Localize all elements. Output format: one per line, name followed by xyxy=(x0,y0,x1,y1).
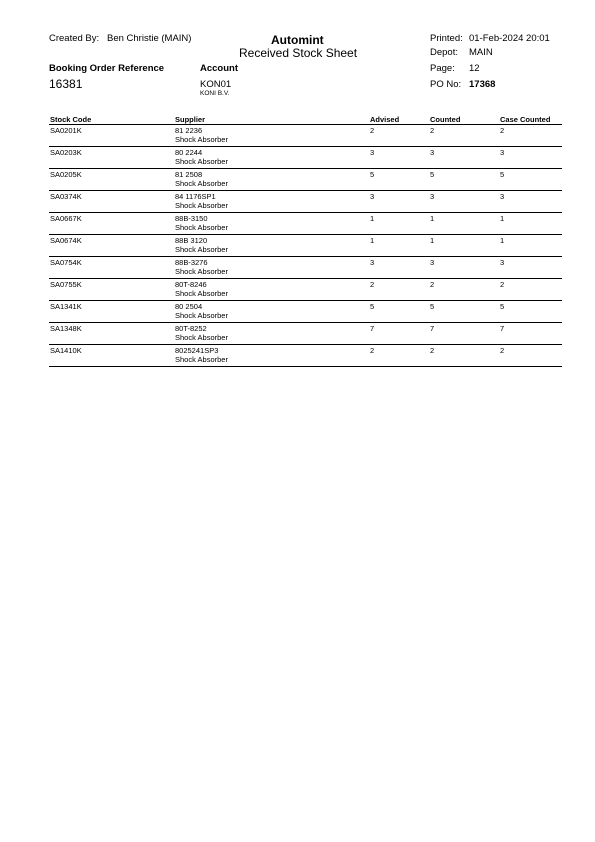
supplier-cell xyxy=(175,170,228,188)
table-row xyxy=(49,191,562,213)
stock-code: SA1341K xyxy=(50,302,82,311)
stock-code: SA0674K xyxy=(50,236,82,245)
stock-code: SA0203K xyxy=(50,148,82,157)
supplier-cell xyxy=(175,192,228,210)
supplier-cell xyxy=(175,148,228,166)
supplier-code: 80 2504 xyxy=(175,302,203,311)
supplier-cell xyxy=(175,236,228,254)
item-description: Shock Absorber xyxy=(175,245,228,254)
table-row xyxy=(49,323,562,345)
stock-table xyxy=(49,115,562,367)
po-label: PO No: xyxy=(430,79,462,90)
supplier-cell xyxy=(175,280,228,298)
supplier-cell xyxy=(175,324,228,342)
advised-qty: 3 xyxy=(370,258,375,267)
counted-qty: 3 xyxy=(430,258,435,267)
case-counted-qty: 5 xyxy=(500,170,505,179)
case-counted-qty: 3 xyxy=(500,148,505,157)
counted-qty: 2 xyxy=(430,280,435,289)
stock-code: SA1410K xyxy=(50,346,82,355)
item-description: Shock Absorber xyxy=(175,289,228,298)
advised-qty: 1 xyxy=(370,214,375,223)
depot-value: MAIN xyxy=(469,47,493,58)
col-counted: Counted xyxy=(430,115,461,124)
table-row xyxy=(49,125,562,147)
depot-label: Depot: xyxy=(430,47,458,58)
supplier-cell xyxy=(175,346,228,364)
advised-qty: 3 xyxy=(370,148,375,157)
item-description: Shock Absorber xyxy=(175,179,228,188)
item-description: Shock Absorber xyxy=(175,135,228,144)
table-row xyxy=(49,345,562,367)
advised-qty: 3 xyxy=(370,192,375,201)
item-description: Shock Absorber xyxy=(175,355,228,364)
case-counted-qty: 5 xyxy=(500,302,505,311)
advised-qty: 5 xyxy=(370,170,375,179)
case-counted-qty: 3 xyxy=(500,192,505,201)
table-row xyxy=(49,169,562,191)
stock-code: SA0667K xyxy=(50,214,82,223)
advised-qty: 5 xyxy=(370,302,375,311)
account-label: Account xyxy=(200,63,238,74)
printed-value: 01-Feb-2024 20:01 xyxy=(469,33,550,44)
item-description: Shock Absorber xyxy=(175,333,228,342)
item-description: Shock Absorber xyxy=(175,223,228,232)
col-case-counted: Case Counted xyxy=(500,115,551,124)
advised-qty: 2 xyxy=(370,346,375,355)
counted-qty: 1 xyxy=(430,214,435,223)
supplier-code: 8025241SP3 xyxy=(175,346,219,355)
table-row xyxy=(49,301,562,323)
stock-code: SA0205K xyxy=(50,170,82,179)
stock-code: SA0755K xyxy=(50,280,82,289)
printed-label: Printed: xyxy=(430,33,463,44)
table-row xyxy=(49,213,562,235)
col-stock-code: Stock Code xyxy=(50,115,92,124)
supplier-cell xyxy=(175,214,228,232)
counted-qty: 5 xyxy=(430,302,435,311)
counted-qty: 5 xyxy=(430,170,435,179)
supplier-code: 80 2244 xyxy=(175,148,203,157)
advised-qty: 2 xyxy=(370,280,375,289)
item-description: Shock Absorber xyxy=(175,267,228,276)
supplier-code: 88B-3276 xyxy=(175,258,208,267)
supplier-cell xyxy=(175,258,228,276)
case-counted-qty: 1 xyxy=(500,236,505,245)
col-supplier: Supplier xyxy=(175,115,206,124)
supplier-code: 84 1176SP1 xyxy=(175,192,216,201)
supplier-code: 80T-8252 xyxy=(175,324,207,333)
page-value: 12 xyxy=(469,63,480,74)
supplier-code: 81 2508 xyxy=(175,170,203,179)
stock-code: SA0374K xyxy=(50,192,82,201)
supplier-cell xyxy=(175,302,228,320)
supplier-code: 80T-8246 xyxy=(175,280,207,289)
created-by-label: Created By: xyxy=(49,33,100,44)
report-title: Received Stock Sheet xyxy=(239,46,358,60)
col-advised: Advised xyxy=(370,115,400,124)
booking-ref-value: 16381 xyxy=(49,77,83,91)
counted-qty: 3 xyxy=(430,148,435,157)
page-label: Page: xyxy=(430,63,455,74)
table-row xyxy=(49,279,562,301)
table-row xyxy=(49,257,562,279)
table-row xyxy=(49,147,562,169)
case-counted-qty: 7 xyxy=(500,324,505,333)
case-counted-qty: 2 xyxy=(500,126,505,135)
item-description: Shock Absorber xyxy=(175,311,228,320)
advised-qty: 1 xyxy=(370,236,375,245)
advised-qty: 7 xyxy=(370,324,375,333)
item-description: Shock Absorber xyxy=(175,201,228,210)
po-value: 17368 xyxy=(469,79,496,90)
company-name: Automint xyxy=(271,33,324,47)
item-description: Shock Absorber xyxy=(175,157,228,166)
account-name: KONI B.V. xyxy=(200,90,230,97)
case-counted-qty: 3 xyxy=(500,258,505,267)
case-counted-qty: 1 xyxy=(500,214,505,223)
supplier-code: 88B-3150 xyxy=(175,214,208,223)
table-body xyxy=(49,125,562,367)
stock-code: SA0754K xyxy=(50,258,82,267)
stock-code: SA1348K xyxy=(50,324,82,333)
counted-qty: 3 xyxy=(430,192,435,201)
supplier-cell xyxy=(175,126,228,144)
stock-code: SA0201K xyxy=(50,126,82,135)
supplier-code: 88B 3120 xyxy=(175,236,208,245)
supplier-code: 81 2236 xyxy=(175,126,203,135)
counted-qty: 2 xyxy=(430,126,435,135)
case-counted-qty: 2 xyxy=(500,346,505,355)
account-code: KON01 xyxy=(200,79,232,90)
created-by-value: Ben Christie (MAIN) xyxy=(107,33,192,44)
table-row xyxy=(49,235,562,257)
counted-qty: 2 xyxy=(430,346,435,355)
counted-qty: 7 xyxy=(430,324,435,333)
booking-ref-label: Booking Order Reference xyxy=(49,63,165,74)
advised-qty: 2 xyxy=(370,126,375,135)
counted-qty: 1 xyxy=(430,236,435,245)
table-header xyxy=(49,115,562,125)
case-counted-qty: 2 xyxy=(500,280,505,289)
